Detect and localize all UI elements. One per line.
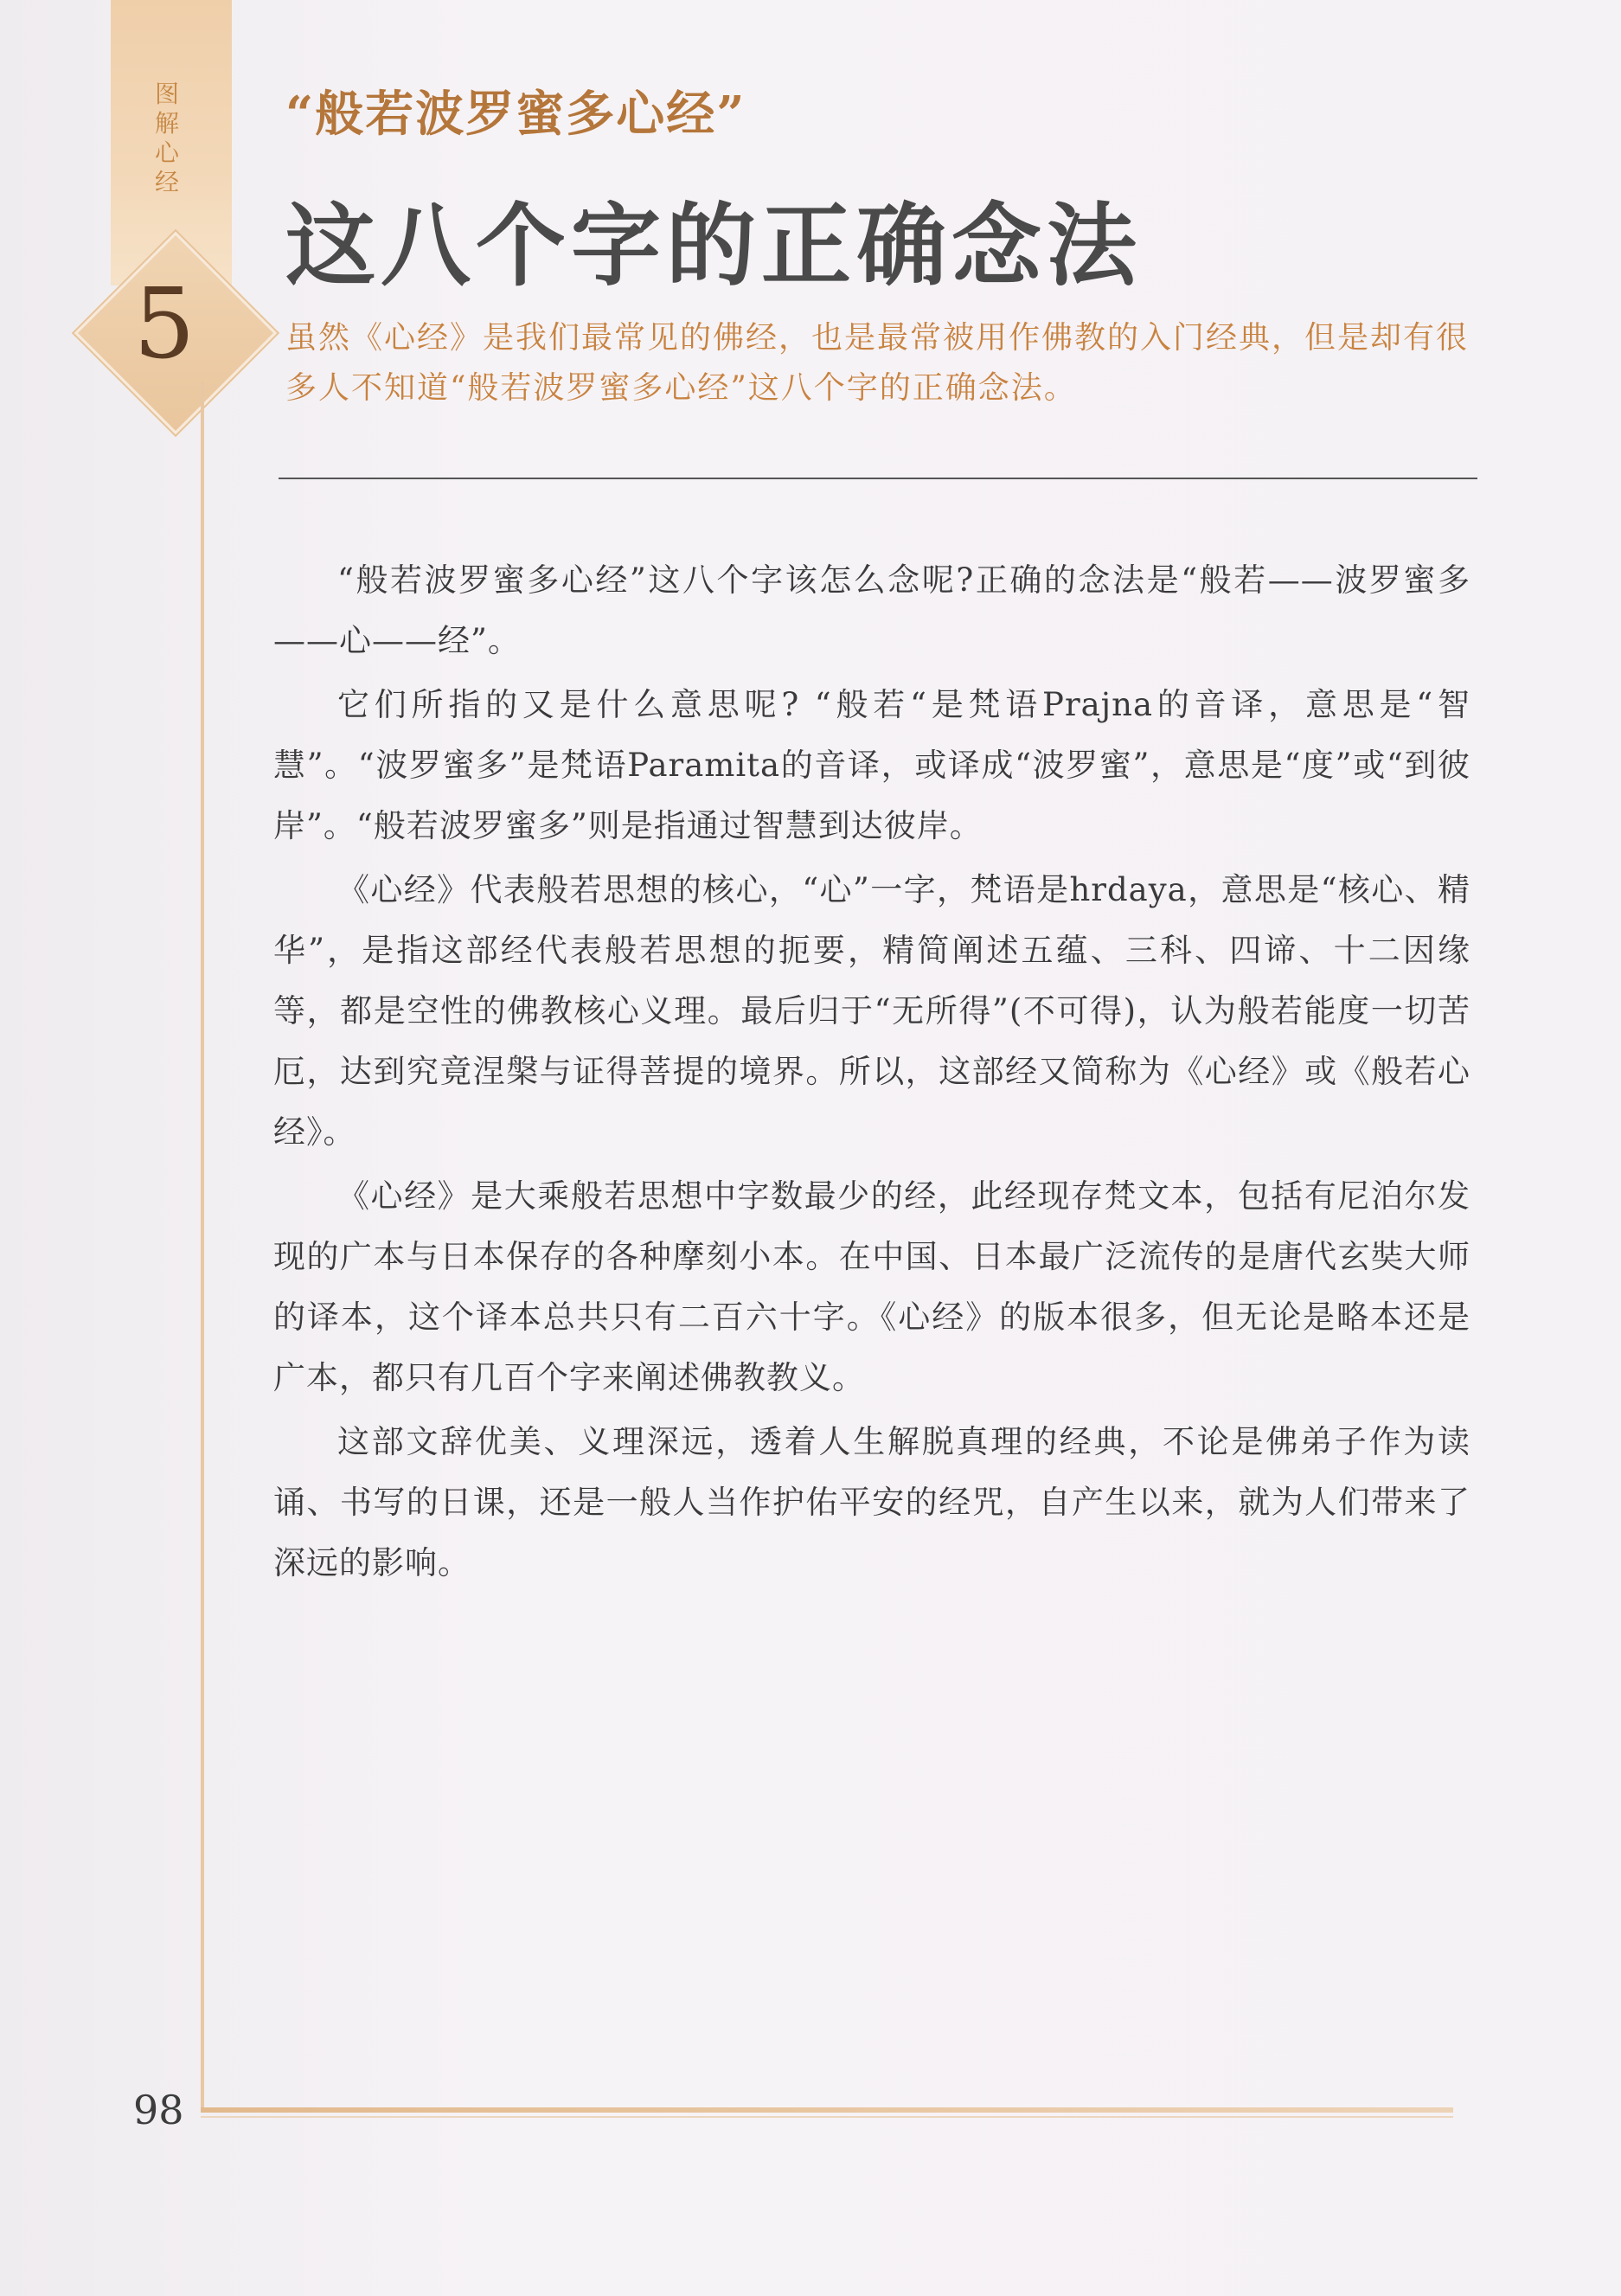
header-divider	[279, 478, 1477, 479]
section-subtitle: “般若波罗蜜多心经”	[285, 86, 746, 143]
body-paragraph: 它们所指的又是什么意思呢? “般若“是梵语Prajna的音译，意思是“智慧”。“波罗蜜多”是梵语Paramita的音译，或译成“波罗蜜”，意思是“度”或“到彼岸”。“般若波罗蜜多”则是指通过智慧到达彼岸。	[273, 686, 1470, 844]
page-number: 98	[133, 2087, 184, 2133]
margin-line	[201, 381, 204, 2111]
chapter-number: 5	[133, 268, 195, 381]
body-paragraph: 《心经》代表般若思想的核心，“心”一字，梵语是hrdaya，意思是“核心、精华”，是指这部经代表般若思想的扼要，精简阐述五蕴、三科、四谛、十二因缘等，都是空性的佛教核心义理。最后归于“无所得”(不可得)，认为般若能度一切苦厄，达到究竟涅槃与证得菩提的境界。所以，这部经又简称为《心经》或《般若心经》。	[273, 871, 1470, 1151]
body-paragraph: “般若波罗蜜多心经”这八个字该怎么念呢?正确的念法是“般若——波罗蜜多——心——经”。	[273, 561, 1470, 659]
section-title: 这八个字的正确念法	[285, 192, 1143, 298]
body-paragraph: 《心经》是大乘般若思想中字数最少的经，此经现存梵文本，包括有尼泊尔发现的广本与日本保存的各种摩刻小本。在中国、日本最广泛流传的是唐代玄奘大师的译本，这个译本总共只有二百六十字。《心经》的版本很多，但无论是略本还是广本，都只有几百个字来阐述佛教教义。	[273, 1177, 1470, 1396]
body-paragraph: 这部文辞优美、义理深远，透着人生解脱真理的经典，不论是佛弟子作为读诵、书写的日课，还是一般人当作护佑平安的经咒，自产生以来，就为人们带来了深远的影响。	[273, 1423, 1470, 1581]
footer-rule-thin	[201, 2116, 1453, 2118]
intro-text: 虽然《心经》是我们最常见的佛经，也是最常被用作佛教的入门经典，但是却有很多人不知道“般若波罗蜜多心经”这八个字的正确念法。	[285, 320, 1470, 406]
side-tab-label: 图解心经	[154, 80, 179, 196]
body-text	[273, 550, 1470, 1597]
footer-rule	[201, 2107, 1453, 2113]
